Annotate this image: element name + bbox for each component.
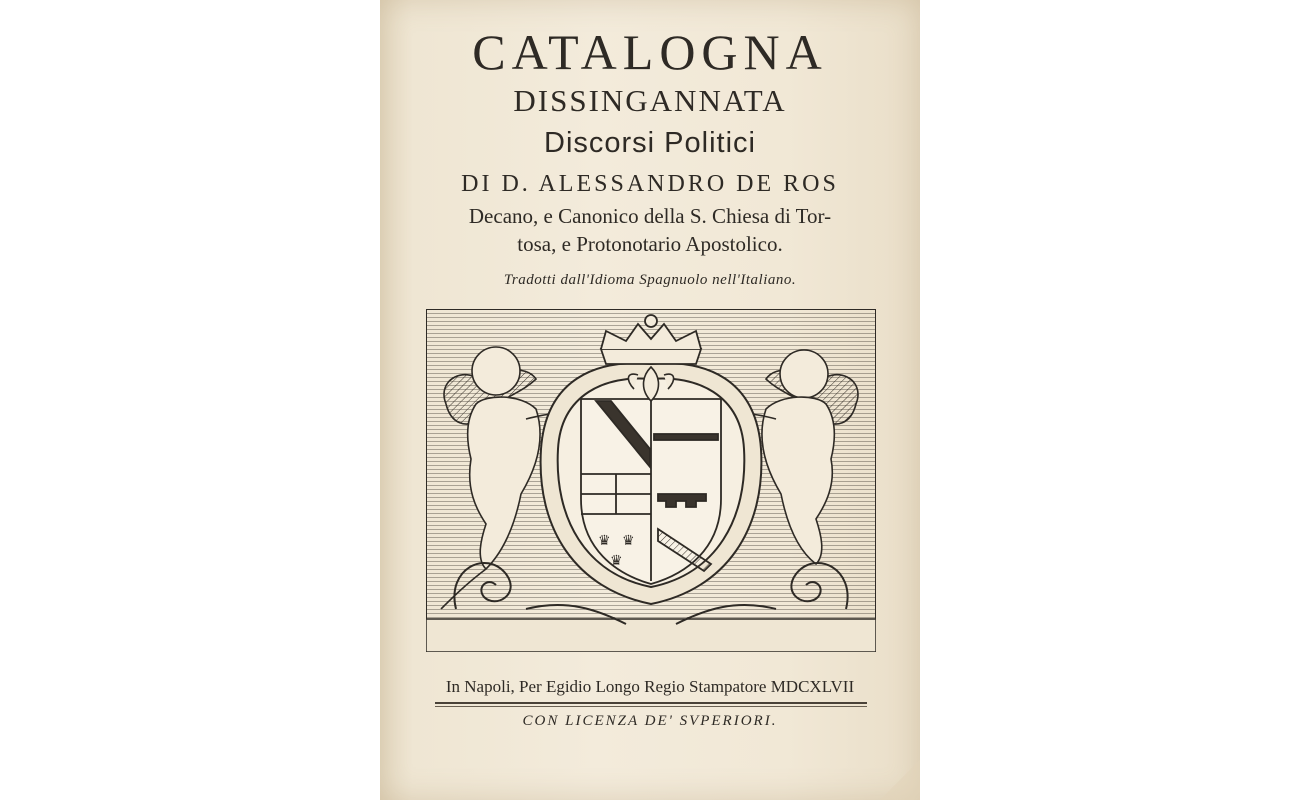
book-title-page (380, 0, 920, 800)
title-line-1: CATALOGNA (472, 24, 828, 80)
svg-text:♛: ♛ (622, 533, 635, 549)
author-description-2: tosa, e Protonotario Apostolico. (517, 232, 783, 256)
svg-text:♛: ♛ (598, 533, 611, 549)
license-line: CON LICENZA DE' SVPERIORI. (522, 713, 778, 729)
coat-of-arms-engraving (426, 309, 876, 652)
title-line-2: DISSINGANNATA (513, 83, 787, 118)
svg-text:♛: ♛ (610, 553, 623, 569)
divider-rule (435, 702, 867, 704)
imprint-line: In Napoli, Per Egidio Longo Regio Stampatore MDCXLVII (445, 677, 855, 696)
translation-note: Tradotti dall'Idioma Spagnuolo nell'Italiano. (503, 272, 797, 288)
subtitle: Discorsi Politici (544, 127, 756, 159)
author-description-1: Decano, e Canonico della S. Chiesa di Tor- (468, 204, 832, 228)
author-line: DI D. ALESSANDRO DE ROS (461, 171, 839, 197)
shield (581, 399, 721, 584)
